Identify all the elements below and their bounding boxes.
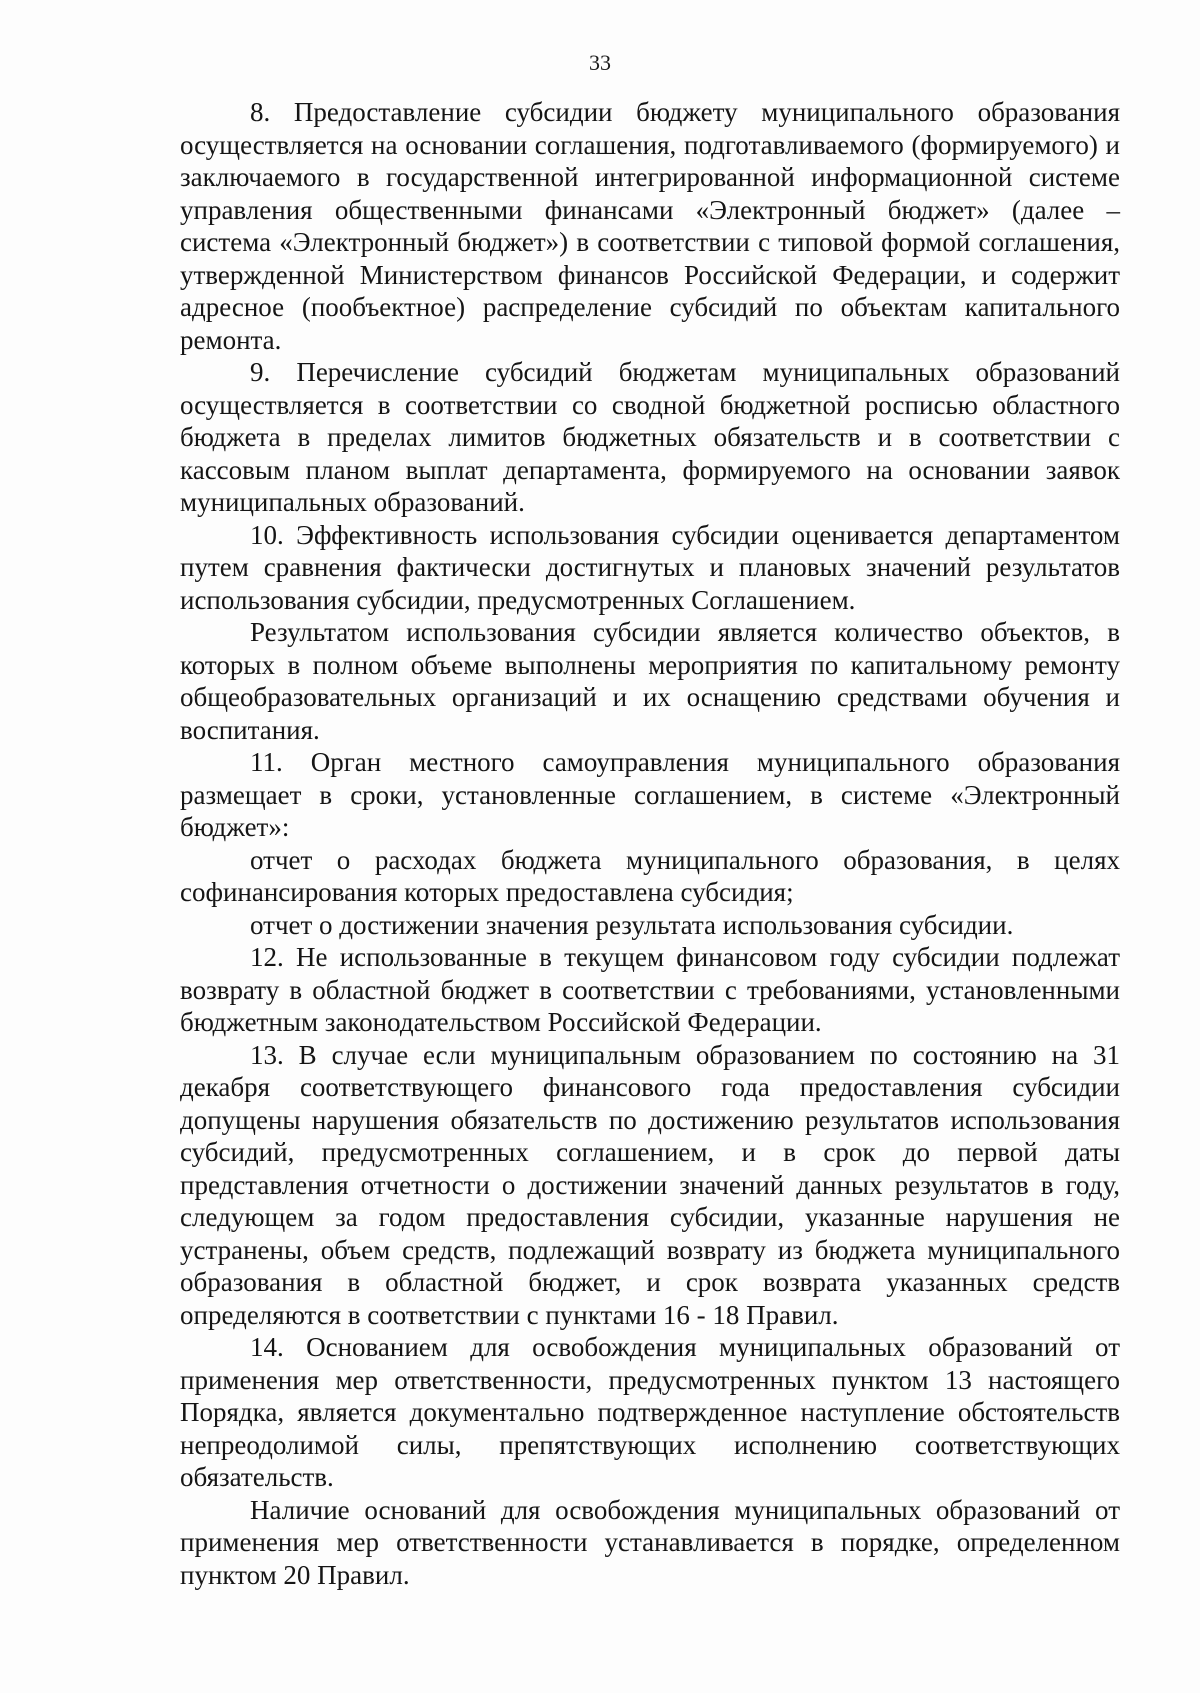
- paragraph-9: 9. Перечисление субсидий бюджетам муниципальных образований осуществляется в соответствии со сводной бюджетной росписью областного бюджета в пределах лимитов бюджетных обязательств и в соответствии с кассовым планом выплат департамента, формируемого на основании заявок муниципальных образований.: [180, 357, 1120, 517]
- paragraph-11-item-1: отчет о расходах бюджета муниципального образования, в целях софинансирования которых предоставлена субсидия;: [180, 844, 1120, 907]
- page-number: 33: [589, 50, 611, 75]
- paragraph-13: 13. В случае если муниципальным образованием по состоянию на 31 декабря соответствующего финансового года предоставления субсидии допущены нарушения обязательств по достижению результатов использования субсидий, предусмотренных соглашением, и в срок до первой даты представления отчетности о достижении значений данных результатов в году, следующем за годом предоставления субсидии, указанные нарушения не устранены, объем средств, подлежащий возврату из бюджета муниципального образования в областной бюджет, и срок возврата указанных средств определяются в соответствии с пунктами 16 - 18 Правил.: [180, 1039, 1120, 1330]
- paragraph-14-grounds: Наличие оснований для освобождения муниципальных образований от применения мер ответственности устанавливается в порядке, определенном пунктом 20 Правил.: [180, 1494, 1120, 1590]
- paragraph-8: 8. Предоставление субсидии бюджету муниципального образования осуществляется на основании соглашения, подготавливаемого (формируемого) и заключаемого в государственной интегрированной информационной системе управления общественными финансами «Электронный бюджет» (далее – система «Электронный бюджет») в соответствии с типовой формой соглашения, утвержденной Министерством финансов Российской Федерации, и содержит адресное (пообъектное) распределение субсидий по объектам капитального ремонта.: [180, 97, 1120, 355]
- document-body: [180, 96, 1120, 1591]
- paragraph-11-item-2: отчет о достижении значения результата использования субсидии.: [250, 909, 1014, 940]
- paragraph-14: 14. Основанием для освобождения муниципальных образований от применения мер ответственности, предусмотренных пунктом 13 настоящего Порядка, является документально подтвержденное наступление обстоятельств непреодолимой силы, препятствующих исполнению соответствующих обязательств.: [180, 1332, 1120, 1492]
- paragraph-10-result: Результатом использования субсидии является количество объектов, в которых в полном объеме выполнены мероприятия по капитальному ремонту общеобразовательных организаций и их оснащению средствами обучения и воспитания.: [180, 617, 1120, 745]
- paragraph-11: 11. Орган местного самоуправления муниципального образования размещает в сроки, установленные соглашением, в системе «Электронный бюджет»:: [180, 747, 1120, 842]
- paragraph-12: 12. Не использованные в текущем финансовом году субсидии подлежат возврату в областной бюджет в соответствии с требованиями, установленными бюджетным законодательством Российской Федерации.: [180, 942, 1120, 1037]
- paragraph-10: 10. Эффективность использования субсидии оценивается департаментом путем сравнения фактически достигнутых и плановых значений результатов использования субсидии, предусмотренных Соглашением.: [180, 519, 1120, 615]
